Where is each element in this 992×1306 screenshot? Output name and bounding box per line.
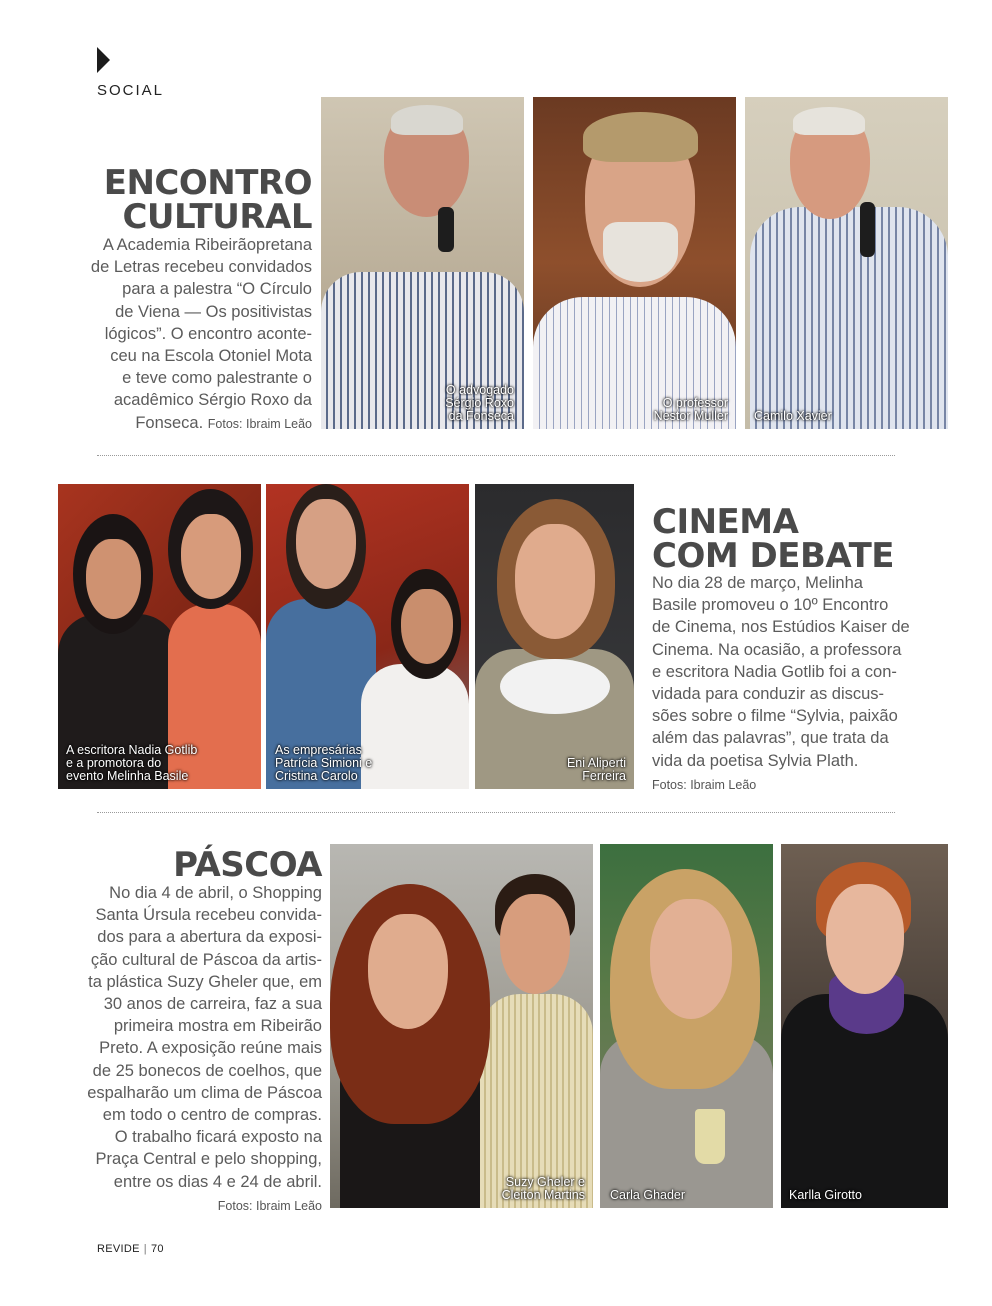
body-line: de Cinema, nos Estúdios Kaiser de bbox=[652, 618, 910, 637]
body-line: além das palavras”, que trata da bbox=[652, 729, 889, 748]
photo-nadia-melinha bbox=[58, 484, 261, 789]
body-line: vida da poetisa Sylvia Plath. bbox=[652, 751, 859, 770]
body-line: espalharão um clima de Páscoa bbox=[87, 1083, 322, 1102]
photo-caption: A escritora Nadia Gotlib e a promotora do evento Melinha Basile bbox=[66, 743, 198, 783]
body-line: 30 anos de carreira, faz a sua bbox=[103, 995, 322, 1014]
cinema-title bbox=[652, 502, 912, 576]
body-line: ceu na Escola Otoniel Mota bbox=[110, 347, 312, 366]
magazine-name: REVIDE bbox=[97, 1243, 140, 1255]
section-divider bbox=[97, 455, 895, 456]
body-line: e escritora Nadia Gotlib foi a con- bbox=[652, 662, 897, 681]
body-line: e teve como palestrante o bbox=[122, 369, 312, 388]
photo-credit: Fotos: Ibraim Leão bbox=[652, 777, 757, 792]
body-line: No dia 4 de abril, o Shopping bbox=[109, 884, 322, 902]
photo-eni-aliperti bbox=[475, 484, 634, 789]
cinema-title-line-2: COM DEBATE bbox=[652, 536, 894, 576]
photo-carla-ghader bbox=[600, 844, 773, 1208]
photo-caption: O advogado Sérgio Roxo da Fonseca bbox=[445, 383, 514, 423]
page-footer bbox=[97, 1243, 164, 1255]
encontro-body bbox=[60, 234, 312, 435]
body-line: primeira mostra em Ribeirão bbox=[113, 1017, 322, 1036]
footer-separator: | bbox=[143, 1243, 147, 1255]
photo-suzy-cleiton bbox=[330, 844, 593, 1208]
section-label: SOCIAL bbox=[97, 82, 165, 99]
cinema-title-line-1: CINEMA bbox=[652, 502, 799, 542]
encontro-title-line-2: CULTURAL bbox=[122, 197, 312, 237]
body-line: Basile promoveu o 10º Encontro bbox=[652, 596, 889, 615]
body-line: O trabalho ficará exposto na bbox=[114, 1128, 322, 1147]
encontro-title bbox=[60, 163, 312, 237]
body-line: vidada para conduzir as discus- bbox=[652, 685, 885, 704]
photo-credit: Fotos: Ibraim Leão bbox=[217, 1198, 322, 1213]
pascoa-title: PÁSCOA bbox=[173, 845, 322, 885]
photo-karlla-girotto bbox=[781, 844, 948, 1208]
pascoa-body bbox=[60, 882, 322, 1217]
page-number: 70 bbox=[150, 1243, 164, 1255]
photo-caption: Suzy Gheler e Cleiton Martins bbox=[501, 1175, 585, 1202]
photo-caption: Carla Ghader bbox=[610, 1188, 686, 1202]
photo-caption: O professor Nestor Muller bbox=[653, 396, 728, 423]
body-line: sões sobre o filme “Sylvia, paixão bbox=[652, 707, 898, 726]
photo-credit: Fotos: Ibraim Leão bbox=[207, 416, 312, 431]
body-text: Fonseca. bbox=[135, 413, 204, 432]
photo-sergio-roxo bbox=[321, 97, 524, 429]
body-line: de Letras recebeu convidados bbox=[90, 258, 312, 277]
body-line: entre os dias 4 e 24 de abril. bbox=[113, 1172, 322, 1191]
body-line: Preto. A exposição reúne mais bbox=[99, 1039, 322, 1058]
body-line: Santa Úrsula recebeu convida- bbox=[95, 906, 322, 925]
body-line: Praça Central e pelo shopping, bbox=[95, 1150, 322, 1169]
photo-nestor-muller bbox=[533, 97, 736, 429]
body-line: em todo o centro de compras. bbox=[102, 1106, 322, 1125]
body-line: lógicos”. O encontro aconte- bbox=[104, 324, 312, 343]
body-line: A Academia Ribeirãopretana bbox=[102, 236, 312, 254]
body-line: de Viena — Os positivistas bbox=[115, 302, 312, 321]
section-marker-icon bbox=[97, 47, 110, 73]
body-line: ta plástica Suzy Gheler que, em bbox=[88, 972, 322, 991]
section-divider bbox=[97, 812, 895, 813]
encontro-title-line-1: ENCONTRO bbox=[103, 163, 312, 203]
body-line: dos para a abertura da exposi- bbox=[97, 928, 322, 947]
photo-caption: Camilo Xavier bbox=[754, 409, 832, 423]
body-line: No dia 28 de março, Melinha bbox=[652, 574, 863, 592]
photo-caption: Eni Aliperti Ferreira bbox=[566, 756, 626, 783]
photo-caption: Karlla Girotto bbox=[789, 1188, 862, 1202]
body-line: acadêmico Sérgio Roxo da bbox=[113, 391, 312, 410]
body-line: ção cultural de Páscoa da artis- bbox=[90, 950, 322, 969]
body-line: de 25 bonecos de coelhos, que bbox=[92, 1061, 322, 1080]
cinema-body bbox=[652, 572, 912, 796]
photo-caption: As empresárias Patrícia Simioni e Cristina Carolo bbox=[275, 743, 373, 783]
photo-patricia-cristina bbox=[266, 484, 469, 789]
body-line: Cinema. Na ocasião, a professora bbox=[652, 640, 902, 659]
body-line: para a palestra “O Círculo bbox=[122, 280, 312, 299]
body-line bbox=[60, 412, 312, 435]
photo-camilo-xavier bbox=[745, 97, 948, 429]
